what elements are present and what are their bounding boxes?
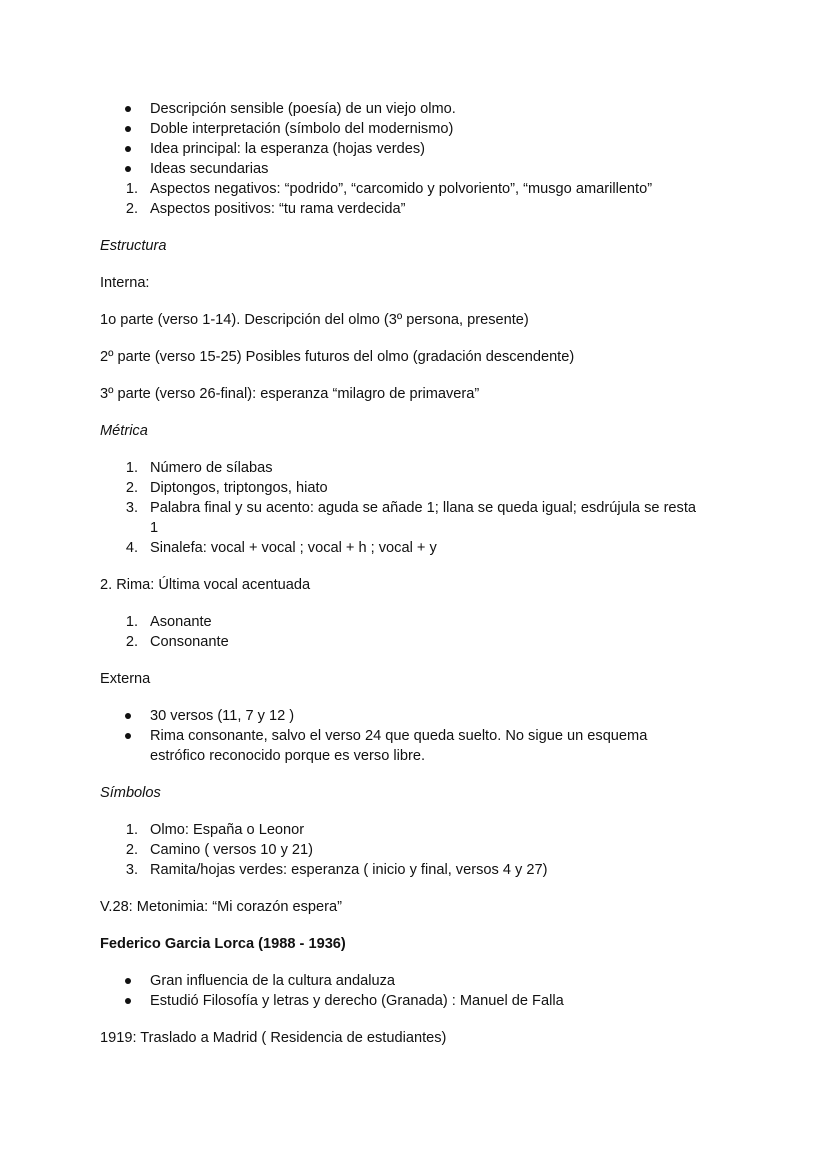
heading-externa: Externa [100, 671, 151, 687]
list-item: Gran influencia de la cultura andaluza [150, 973, 396, 989]
heading-metrica: Métrica [100, 423, 148, 439]
list-item-continuation: estrófico reconocido porque es verso libre. [150, 748, 425, 764]
list-item: Doble interpretación (símbolo del modernismo) [150, 121, 454, 137]
list-number: 2. [125, 842, 138, 858]
list-item: Estudió Filosofía y letras y derecho (Granada) : Manuel de Falla [150, 993, 564, 1009]
list-number: 4. [125, 540, 138, 556]
list-item: Camino ( versos 10 y 21) [150, 842, 314, 858]
list-item: Aspectos positivos: “tu rama verdecida” [150, 201, 406, 217]
list-item: Número de sílabas [150, 460, 273, 476]
list-item: Ramita/hojas verdes: esperanza ( inicio y final, versos 4 y 27) [150, 862, 548, 878]
list-number: 3. [125, 500, 138, 516]
list-number: 3. [125, 862, 138, 878]
heading-lorca: Federico Garcia Lorca (1988 - 1936) [100, 936, 346, 952]
list-number: 2. [125, 201, 138, 217]
bullet-icon [125, 166, 131, 172]
list-number: 1. [125, 460, 138, 476]
bullet-icon [125, 998, 131, 1004]
list-item: Sinalefa: vocal + vocal ; vocal + h ; vocal + y [150, 540, 437, 556]
list-number: 1. [125, 181, 138, 197]
bullet-icon [125, 106, 131, 112]
list-item: Ideas secundarias [150, 161, 269, 177]
list-item: Aspectos negativos: “podrido”, “carcomido y polvoriento”, “musgo amarillento” [150, 181, 653, 197]
list-item: Olmo: España o Leonor [150, 822, 305, 838]
heading-estructura: Estructura [100, 238, 167, 254]
list-item: Rima consonante, salvo el verso 24 que queda suelto. No sigue un esquema [150, 728, 648, 744]
list-number: 2. [125, 634, 138, 650]
paragraph-parte-2: 2º parte (verso 15-25) Posibles futuros del olmo (gradación descendente) [100, 349, 575, 365]
bullet-icon [125, 126, 131, 132]
paragraph-parte-3: 3º parte (verso 26-final): esperanza “milagro de primavera” [100, 386, 480, 402]
paragraph-parte-1: 1o parte (verso 1-14). Descripción del olmo (3º persona, presente) [100, 312, 529, 328]
heading-simbolos: Símbolos [100, 785, 161, 801]
list-item: Asonante [150, 614, 212, 630]
list-item-continuation: 1 [150, 520, 159, 536]
list-item: Diptongos, triptongos, hiato [150, 480, 328, 496]
paragraph-rima: 2. Rima: Última vocal acentuada [100, 577, 311, 593]
list-item: 30 versos (11, 7 y 12 ) [150, 708, 295, 724]
paragraph-interna: Interna: [100, 275, 150, 291]
bullet-icon [125, 146, 131, 152]
list-number: 2. [125, 480, 138, 496]
list-number: 1. [125, 822, 138, 838]
list-item: Palabra final y su acento: aguda se añade 1; llana se queda igual; esdrújula se resta [150, 500, 697, 516]
bullet-icon [125, 978, 131, 984]
bullet-icon [125, 733, 131, 739]
paragraph-metonimia: V.28: Metonimia: “Mi corazón espera” [100, 899, 342, 915]
list-item: Idea principal: la esperanza (hojas verdes) [150, 141, 426, 157]
bullet-icon [125, 713, 131, 719]
list-number: 1. [125, 614, 138, 630]
paragraph-traslado: 1919: Traslado a Madrid ( Residencia de estudiantes) [100, 1030, 447, 1046]
list-item: Descripción sensible (poesía) de un viejo olmo. [150, 101, 456, 117]
list-item: Consonante [150, 634, 229, 650]
